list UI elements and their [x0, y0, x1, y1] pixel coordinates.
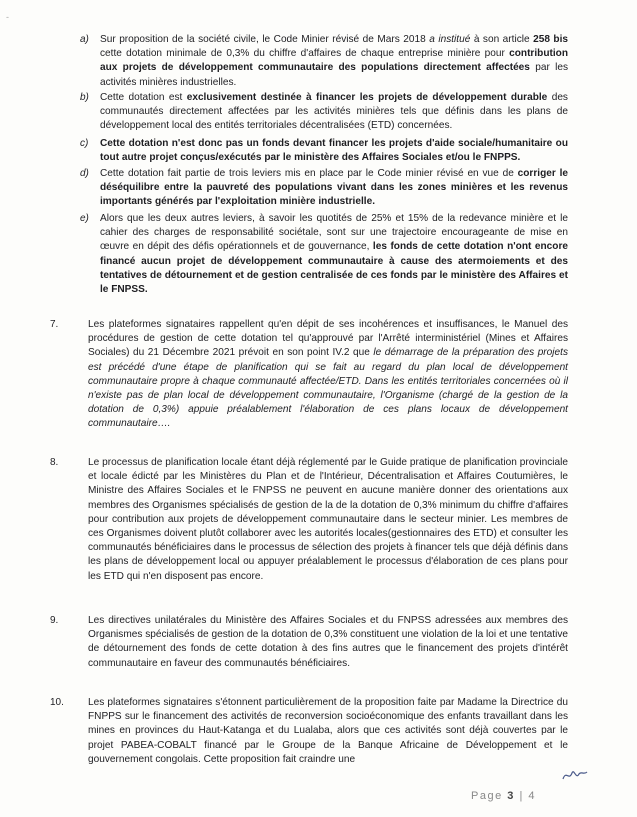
item-number: 10.: [50, 697, 64, 708]
item-text: [100, 137, 568, 165]
text-run: 258 bis: [533, 34, 569, 45]
list-item-a: [80, 33, 569, 90]
corner-mark: -: [6, 12, 9, 22]
text-run: les fonds de cette dotation n'ont encore financé aucun projet de développement communautaire à cause des atermoiements et des tentatives de détournement et de gestion centralisée de ces fonds par le ministère des Affaires et le FNPSS.: [100, 241, 568, 296]
item-label: b): [80, 92, 89, 103]
text-run: cette dotation minimale de 0,3% du chiffre d'affaires de chaque entreprise minière pour: [100, 48, 510, 60]
text-run: Cette dotation fait partie de trois leviers mis en place par le Code minier révisé en vue de: [100, 168, 518, 179]
item-number: 8.: [50, 457, 59, 468]
text-run: Le processus de planification locale étant déjà réglementé par le Guide pratique de planification provinciale et locale édicté par les Ministères du Plan et de l'Intérieur, Décentralisation et Affaires Coutumières, le Ministre des Affaires Sociales et le FNPSS ne peuvent en aucune manière donner des orientations aux membres des Organismes spécialisés de gestion de la de la dotation de 0,3% minimum du chiffre d'affaires pour contribution aux projets de développement communautaire dans le secteur minier. Les membres de ces Organismes doivent plutôt collaborer avec les autorités locales(gestionnaires des ETD) et consulter les communautés bénéficiaires dans le processus de sélection des projets à financer tels que déjà définis dans les plans de développement local ou appuyer préalablement le processus d'élaboration de ces plans pour les ETD qui n'en disposent pas encore.: [88, 457, 568, 582]
numbered-item-9: [50, 614, 568, 671]
numbered-item-10: [50, 696, 568, 767]
text-run: le démarrage de la préparation des projets est précédé d'une étape de planification qui se fait au regard du plan local de développement communautaire propre à chaque communauté affectée/ETD. Dans les entités territoriales concernées où il n'existe pas de plan local de développement communautaire, l'Organisme (chargé de la gestion de la dotation de 0,3%) appuie préalablement l'élaboration de ces plans locaux de développement communautaire….: [88, 347, 568, 430]
item-number: 7.: [50, 319, 59, 330]
item-text: [88, 614, 568, 671]
item-text: [100, 33, 568, 90]
text-run: par les activités minières industrielles.: [100, 62, 568, 88]
text-run: des communautés directement affectées par les activités minières tels que définis dans les plans de développement local des entités territoriales décentralisées (ETD) concernées.: [100, 92, 568, 132]
item-label: d): [80, 168, 89, 179]
text-run: contribution aux projets de développement communautaire des populations directement affectées: [100, 48, 568, 74]
footer-page-number: 3: [507, 790, 515, 802]
item-label: e): [80, 213, 89, 224]
item-text: [100, 212, 568, 297]
item-text: [88, 696, 568, 767]
text-run: Les directives unilatérales du Ministère des Affaires Sociales et du FNPSS adressées aux membres des Organismes spécialisés de gestion de la dotation de 0,3% constituent une violation de la loi et une tentative de détournement des fonds de cette dotation à des fins autres que le financement des projets d'intérêt communautaire en faveur des communautés bénéficiaires.: [88, 615, 568, 669]
list-item-d: [80, 167, 569, 210]
item-text: [88, 456, 568, 584]
item-text: [100, 91, 568, 134]
text-run: a institué: [429, 34, 471, 45]
text-run: Les plateformes signataires rappellent qu'en dépit de ses incohérences et insuffisances, le Manuel des procédures de gestion de cette dotation tel qu'approuvé par l'Arrêté interministériel (Mines et Affaires Sociales) du 21 Décembre 2021 prévoit en son point IV.2 que: [88, 319, 568, 359]
list-item-b: [80, 91, 568, 134]
handwritten-initials: [560, 765, 590, 785]
footer-page-total: 4: [528, 790, 536, 802]
text-run: Sur proposition de la société civile, le Code Minier révisé de Mars 2018: [100, 34, 430, 45]
list-item-e: [80, 212, 568, 297]
text-run: corriger le déséquilibre entre la pauvreté des populations vivant dans les zones minières et les revenus importants générés par l'exploitation minière industrielle.: [100, 168, 569, 208]
text-run: exclusivement destinée à financer les projets de développement durable: [186, 92, 548, 103]
text-run: à son article: [470, 34, 534, 45]
footer-separator: |: [519, 790, 524, 802]
item-text: [88, 318, 568, 432]
item-text: [100, 167, 568, 210]
text-run: Cette dotation n'est donc pas un fonds devant financer les projets d'aide sociale/humanitaire ou tout autre projet conçus/exécutés par le ministère des Affaires Sociales et/ou le FNPPS.: [100, 138, 568, 164]
item-label: c): [80, 138, 89, 149]
text-run: Cette dotation est: [100, 92, 187, 103]
footer-page-label: Page: [471, 790, 503, 802]
item-label: a): [80, 34, 89, 45]
list-item-c: [80, 137, 568, 165]
item-number: 9.: [50, 615, 59, 626]
text-run: Alors que les deux autres leviers, à savoir les quotités de 25% et 15% de la redevance minière et le cahier des charges de responsabilité sociétale, sont sur une trajectoire encourageante de mise en œuvre en dépit des défis opérationnels et de gouvernance,: [100, 213, 568, 253]
numbered-item-8: [50, 456, 568, 584]
text-run: Les plateformes signataires s'étonnent particulièrement de la proposition faite par Madame la Directrice du FNPPS sur le financement des activités de reconversion socioéconomique des enfants travaillant dans les mines en provinces du Haut-Katanga et du Lualaba, alors que ces activités sont déjà couvertes par le projet PABEA-COBALT financé par le Groupe de la Banque Africaine de Développement et le gouvernement congolais. Cette proposition fait craindre une: [88, 697, 568, 765]
page-footer: [471, 790, 536, 802]
numbered-item-7: [50, 318, 568, 432]
